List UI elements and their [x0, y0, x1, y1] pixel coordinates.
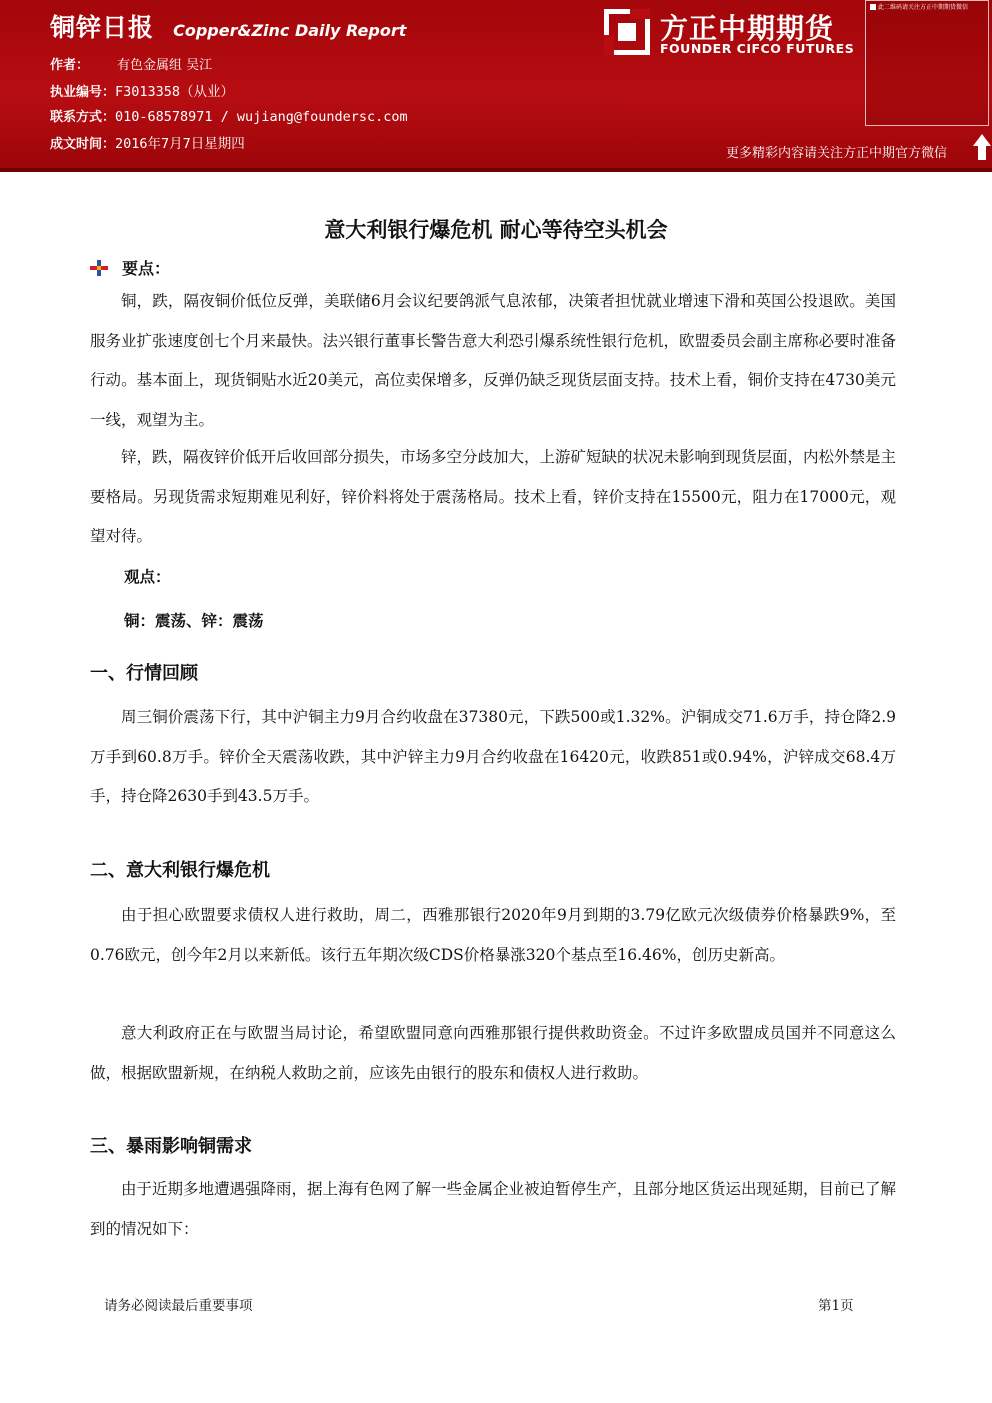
- license-label: 执业编号：: [50, 85, 116, 100]
- author-value: 有色金属组 吴江: [117, 58, 213, 73]
- footer-page-number: 第1页: [818, 1298, 854, 1314]
- contact-label: 联系方式：: [50, 110, 116, 125]
- contact-line: [50, 106, 408, 125]
- keypoints-heading: 要点：: [90, 256, 170, 279]
- report-title-cn: 铜锌日报: [50, 13, 155, 42]
- section-1-heading: 一、行情回顾: [90, 663, 198, 684]
- qr-note: 此二维码请关注方正中期期货微信: [870, 4, 982, 12]
- company-logo: [604, 9, 864, 59]
- date-value: 2016年7月7日星期四: [115, 136, 245, 152]
- section-2-heading: 二、意大利银行爆危机: [90, 860, 270, 881]
- document-title: 意大利银行爆危机 耐心等待空头机会: [324, 218, 668, 242]
- section-2-paragraph-1: 由于担心欧盟要求债权人进行救助，周二，西雅那银行2020年9月到期的3.79亿欧元次级债券价格暴跌9%，至0.76欧元，创今年2月以来新低。该行五年期次级CDS价格暴涨320个基点至16.46%，创历史新高。: [90, 906, 896, 964]
- logo-mark-icon: [604, 9, 650, 55]
- qr-code-placeholder: [865, 0, 989, 126]
- view-value: 铜：震荡、锌：震荡: [124, 612, 264, 630]
- license-value: F3013358（从业）: [115, 84, 235, 100]
- broken-image-icon: [870, 4, 876, 10]
- date-label: 成文时间：: [50, 137, 116, 152]
- section-3-paragraph: 由于近期多地遭遇强降雨，据上海有色网了解一些金属企业被迫暂停生产，且部分地区货运出现延期，目前已了解到的情况如下：: [90, 1180, 897, 1238]
- report-title-en: Copper&Zinc Daily Report: [173, 21, 407, 40]
- report-header-banner: [0, 0, 992, 172]
- footer-disclaimer: 请务必阅读最后重要事项: [104, 1298, 253, 1314]
- section-3-heading: 三、暴雨影响铜需求: [90, 1136, 252, 1157]
- license-line: [50, 80, 234, 100]
- view-label: 观点：: [124, 568, 171, 586]
- author-line: [50, 54, 212, 73]
- contact-value: 010-68578971 / wujiang@foundersc.com: [115, 109, 408, 125]
- section-1-paragraph: 周三铜价震荡下行，其中沪铜主力9月合约收盘在37380元，下跌500或1.32%。沪铜成交71.6万手，持仓降2.9万手到60.8万手。锌价全天震荡收跌，其中沪锌主力9月合约收盘在16420元，收跌851或0.94%，沪锌成交68.4万手，持仓降2630手到43.5万手。: [90, 708, 896, 805]
- logo-text-cn: 方正中期期货: [660, 12, 835, 45]
- keypoints-zinc-paragraph: 锌，跌，隔夜锌价低开后收回部分损失，市场多空分歧加大，上游矿短缺的状况未影响到现货层面，内松外禁是主要格局。另现货需求短期难见利好，锌价料将处于震荡格局。技术上看，锌价支持在15500元，阻力在17000元，观望对待。: [90, 448, 897, 545]
- author-label: 作者：: [50, 58, 90, 73]
- follow-wechat-text: 更多精彩内容请关注方正中期官方微信: [726, 146, 948, 161]
- up-arrow-icon: [972, 133, 992, 161]
- date-line: [50, 132, 245, 152]
- bullet-icon: [90, 260, 108, 276]
- report-title-row: [50, 8, 406, 44]
- section-2-paragraph-2: 意大利政府正在与欧盟当局讨论，希望欧盟同意向西雅那银行提供救助资金。不过许多欧盟成员国并不同意这么做，根据欧盟新规，在纳税人救助之前，应该先由银行的股东和债权人进行救助。: [90, 1024, 896, 1082]
- logo-text-en: FOUNDER CIFCO FUTURES: [660, 41, 855, 56]
- header-bottom-rule: [0, 168, 992, 172]
- keypoints-copper-paragraph: 铜，跌，隔夜铜价低位反弹，美联储6月会议纪要鸽派气息浓郁，决策者担忧就业增速下滑和英国公投退欧。美国服务业扩张速度创七个月来最快。法兴银行董事长警告意大利恐引爆系统性银行危机，欧盟委员会副主席称必要时准备行动。基本面上，现货铜贴水近20美元，高位卖保增多，反弹仍缺乏现货层面支持。技术上看，铜价支持在4730美元一线，观望为主。: [90, 292, 897, 429]
